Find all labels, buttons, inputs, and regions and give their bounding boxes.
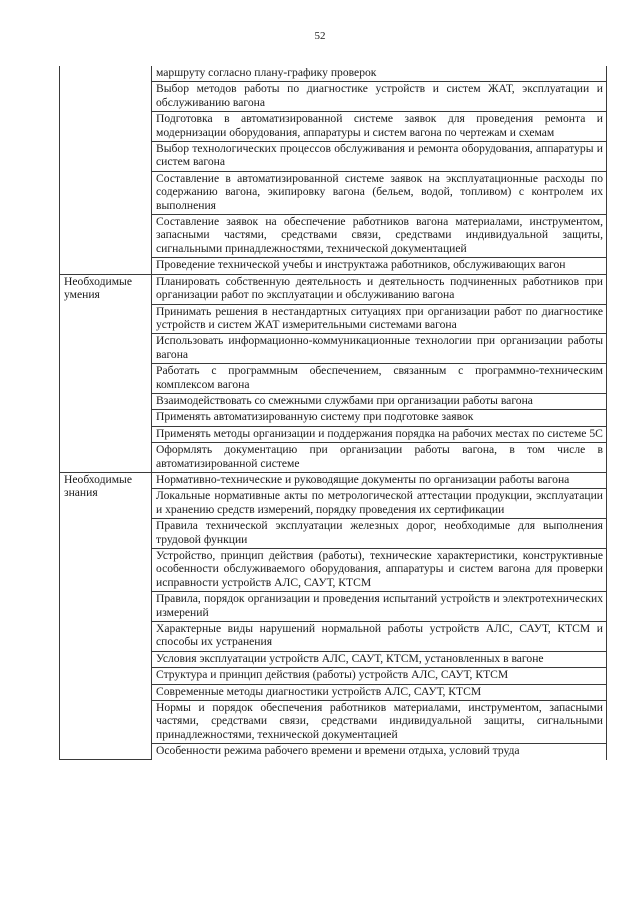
table-cell-item: Оформлять документацию при организации работы вагона, в том числе в автоматизированной системе	[152, 443, 607, 473]
table-cell-item: Условия эксплуатации устройств АЛС, САУТ, КТСМ, установленных в вагоне	[152, 651, 607, 667]
table-cell-item: Проведение технической учебы и инструктажа работников, обслуживающих вагон	[152, 258, 607, 274]
table-cell-item: Принимать решения в нестандартных ситуациях при организации работ по диагностике устройств и систем ЖАТ измерительными системами вагона	[152, 304, 607, 334]
table-cell-item: Составление в автоматизированной системе заявок на эксплуатационные расходы по содержанию вагона, экипировку вагона (бельем, водой, топливом) с контролем их выполнения	[152, 171, 607, 214]
table-cell-item: Структура и принцип действия (работы) устройств АЛС, САУТ, КТСМ	[152, 668, 607, 684]
table-cell-item: Правила технической эксплуатации железных дорог, необходимые для выполнения трудовой функции	[152, 519, 607, 549]
table-cell-item: Подготовка в автоматизированной системе заявок для проведения ремонта и модернизации оборудования, аппаратуры и систем вагона по чертежам и схемам	[152, 112, 607, 142]
section-label: Необходимые знания	[60, 472, 152, 759]
table-cell-item: Выбор технологических процессов обслуживания и ремонта оборудования, аппаратуры и систем вагона	[152, 142, 607, 172]
table-cell-item: Локальные нормативные акты по метрологической аттестации продукции, эксплуатации и хранению средств измерений, порядку проведения их сертификации	[152, 489, 607, 519]
table-cell-item: Нормативно-технические и руководящие документы по организации работы вагона	[152, 472, 607, 488]
table-row	[60, 66, 607, 82]
page-number: 52	[314, 30, 326, 42]
table-cell-item: Планировать собственную деятельность и деятельность подчиненных работников при организации работ по эксплуатации и обслуживанию вагона	[152, 274, 607, 304]
table-cell-item: Применять методы организации и поддержания порядка на рабочих местах по системе 5С	[152, 426, 607, 442]
table-cell-item: Применять автоматизированную систему при подготовке заявок	[152, 410, 607, 426]
table-cell-item: Современные методы диагностики устройств АЛС, САУТ, КТСМ	[152, 684, 607, 700]
table-row	[60, 274, 607, 304]
table-row	[60, 472, 607, 488]
table-cell-item: Устройство, принцип действия (работы), технические характеристики, конструктивные особенности обслуживаемого оборудования, аппаратуры и систем вагона для проверки исправности устройств АЛС, САУТ, КТСМ	[152, 549, 607, 592]
table-cell-item: Работать с программным обеспечением, связанным с программно-техническим комплексом вагона	[152, 364, 607, 394]
section-label: Необходимые умения	[60, 274, 152, 472]
competency-table	[59, 66, 607, 760]
table-cell-item: Правила, порядок организации и проведения испытаний устройств и электротехнических измерений	[152, 592, 607, 622]
table-cell-item: Характерные виды нарушений нормальной работы устройств АЛС, САУТ, КТСМ и способы их устранения	[152, 622, 607, 652]
table-cell-item: Выбор методов работы по диагностике устройств и систем ЖАТ, эксплуатации и обслуживанию вагона	[152, 82, 607, 112]
table-cell-item: Взаимодействовать со смежными службами при организации работы вагона	[152, 393, 607, 409]
section-label-continued	[60, 66, 152, 274]
table-cell-item: Особенности режима рабочего времени и времени отдыха, условий труда	[152, 744, 607, 760]
table-cell-item: Составление заявок на обеспечение работников вагона материалами, инструментом, запасными частями, средствами связи, средствами индивидуальной защиты, сигнальными принадлежностями, технической документацией	[152, 215, 607, 258]
table-cell-item: маршруту согласно плану-графику проверок	[152, 66, 607, 82]
table-cell-item: Использовать информационно-коммуникационные технологии при организации работы вагона	[152, 334, 607, 364]
table-cell-item: Нормы и порядок обеспечения работников материалами, инструментом, запасными частями, средствами связи, средствами индивидуальной защиты, сигнальными принадлежностями, технической документацией	[152, 701, 607, 744]
